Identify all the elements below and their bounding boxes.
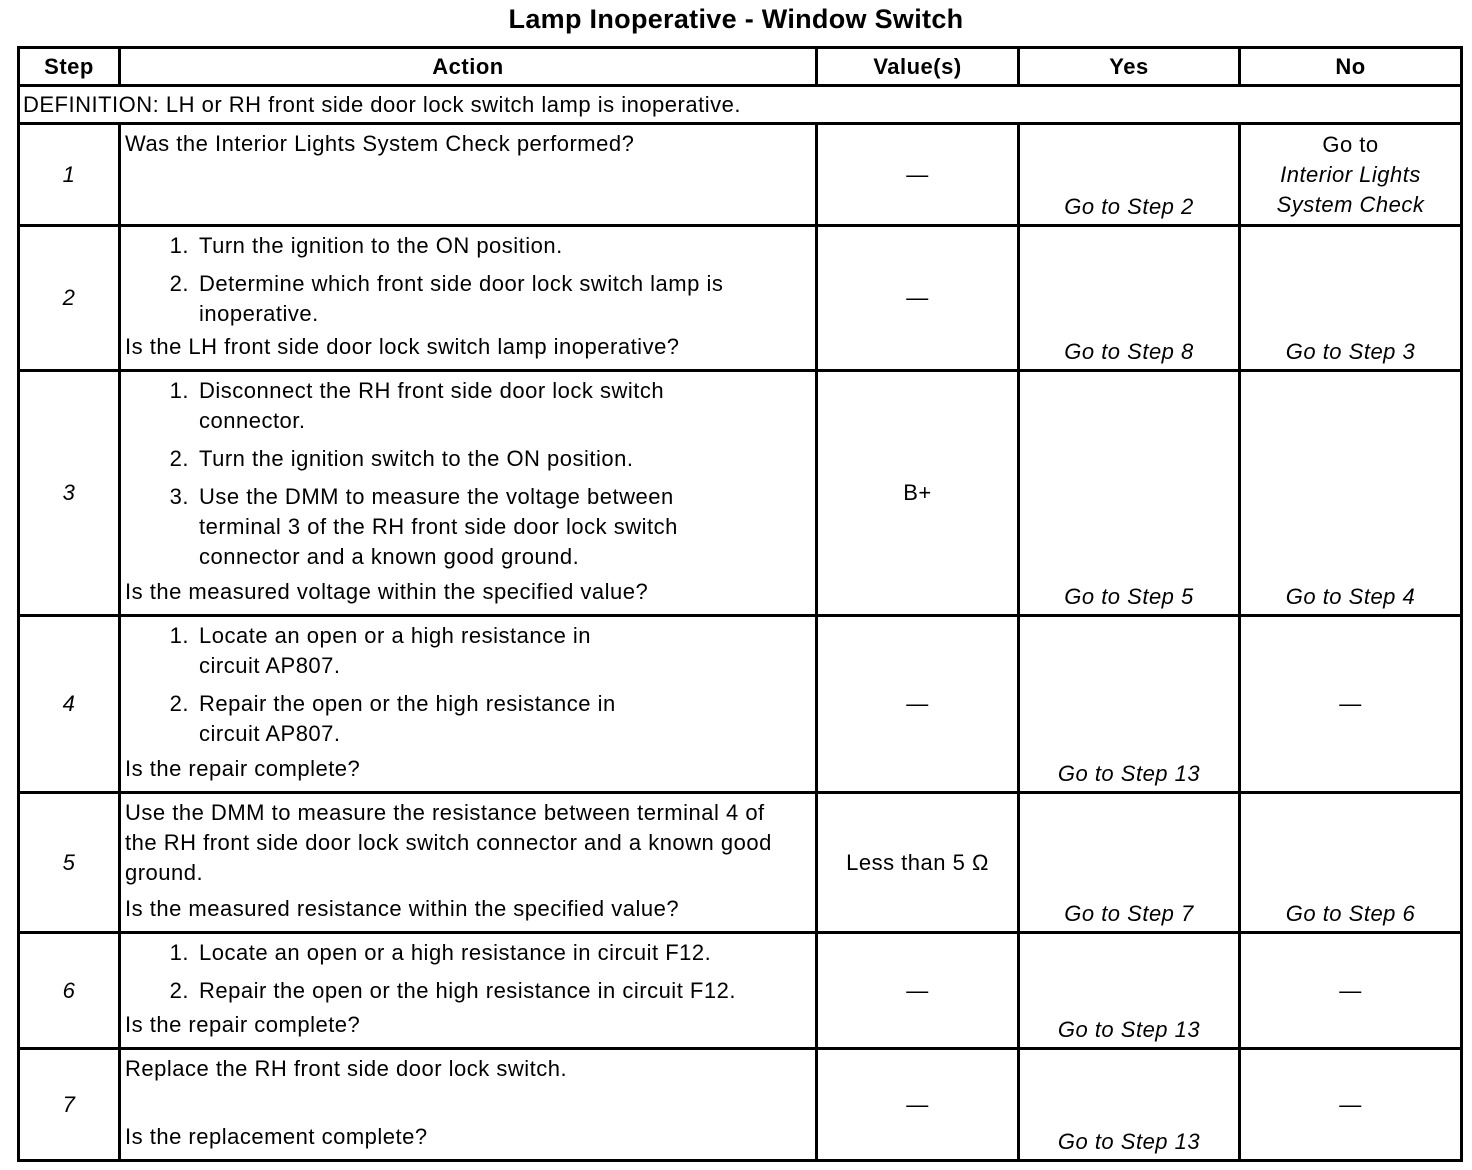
no-cell: — xyxy=(1240,933,1462,1049)
header-values: Value(s) xyxy=(817,48,1019,86)
list-item xyxy=(125,689,801,749)
no-line: System Check xyxy=(1276,191,1425,217)
value-cell: — xyxy=(817,124,1019,226)
substep-number: 2. xyxy=(169,978,189,1003)
yes-cell xyxy=(1019,124,1240,226)
step-number: 1 xyxy=(19,124,120,226)
no-cell xyxy=(1240,226,1462,371)
yes-cell xyxy=(1019,793,1240,933)
substep-number: 1. xyxy=(169,623,189,648)
table-row xyxy=(19,1049,1462,1161)
question-text: Is the replacement complete? xyxy=(125,1124,428,1149)
question-text: Is the repair complete? xyxy=(125,1012,361,1037)
value-cell: — xyxy=(817,226,1019,371)
yes-link[interactable]: Go to Step 13 xyxy=(1057,1017,1201,1042)
table-row xyxy=(19,793,1462,933)
substep-list xyxy=(125,376,801,572)
list-item xyxy=(125,482,801,572)
step-number: 3 xyxy=(19,371,120,616)
yes-link[interactable]: Go to Step 7 xyxy=(1064,901,1194,926)
step-number: 5 xyxy=(19,793,120,933)
header-action: Action xyxy=(120,48,817,86)
action-cell xyxy=(120,793,817,933)
list-item xyxy=(125,938,801,968)
step-number: 2 xyxy=(19,226,120,371)
header-no: No xyxy=(1240,48,1462,86)
substep-number: 2. xyxy=(169,446,189,471)
no-cell xyxy=(1240,793,1462,933)
substep-list xyxy=(125,621,801,749)
no-link[interactable] xyxy=(1241,130,1460,220)
list-item xyxy=(125,444,801,474)
yes-cell xyxy=(1019,1049,1240,1161)
substep-text: Turn the ignition to the ON position. xyxy=(199,233,563,258)
substep-number: 1. xyxy=(169,940,189,965)
yes-cell xyxy=(1019,226,1240,371)
diagnostic-table xyxy=(17,46,1463,1162)
yes-cell xyxy=(1019,371,1240,616)
step-number: 6 xyxy=(19,933,120,1049)
no-link[interactable]: Go to Step 3 xyxy=(1285,339,1416,364)
substep-number: 3. xyxy=(169,484,189,509)
yes-link[interactable]: Go to Step 13 xyxy=(1057,761,1201,786)
list-item xyxy=(125,269,801,329)
question-text: Is the measured resistance within the specified value? xyxy=(125,896,680,921)
no-line: Go to xyxy=(1322,131,1379,157)
action-text: Replace the RH front side door lock switch. xyxy=(125,1056,568,1081)
header-yes: Yes xyxy=(1019,48,1240,86)
action-cell xyxy=(120,616,817,793)
table-row xyxy=(19,124,1462,226)
yes-cell xyxy=(1019,616,1240,793)
no-link[interactable]: Go to Step 6 xyxy=(1285,901,1416,926)
question-text: Is the repair complete? xyxy=(125,756,361,781)
action-cell xyxy=(120,933,817,1049)
action-cell xyxy=(120,124,817,226)
substep-text: Locate an open or a high resistance in circuit AP807. xyxy=(199,623,592,678)
definition-row xyxy=(19,86,1462,124)
yes-link[interactable]: Go to Step 2 xyxy=(1064,194,1194,219)
action-text: Use the DMM to measure the resistance between terminal 4 of the RH front side door lock switch connector and a known good ground. xyxy=(125,800,772,885)
substep-list xyxy=(125,231,801,329)
yes-link[interactable]: Go to Step 13 xyxy=(1057,1129,1201,1154)
list-item xyxy=(125,976,801,1006)
table-row xyxy=(19,371,1462,616)
action-text: Was the Interior Lights System Check performed? xyxy=(125,131,635,156)
step-number: 7 xyxy=(19,1049,120,1161)
table-row xyxy=(19,226,1462,371)
substep-list xyxy=(125,938,801,1006)
list-item xyxy=(125,621,801,681)
action-cell xyxy=(120,226,817,371)
table-row xyxy=(19,616,1462,793)
no-link[interactable]: Go to Step 4 xyxy=(1285,584,1416,609)
page-title: Lamp Inoperative - Window Switch xyxy=(508,4,964,34)
substep-text: Determine which front side door lock switch lamp is inoperative. xyxy=(199,271,724,326)
list-item xyxy=(125,231,801,261)
header-step: Step xyxy=(19,48,120,86)
no-line: Interior Lights xyxy=(1280,161,1421,187)
value-cell: Less than 5 Ω xyxy=(817,793,1019,933)
substep-number: 2. xyxy=(169,691,189,716)
definition-text: DEFINITION: LH or RH front side door lock switch lamp is inoperative. xyxy=(19,86,1462,124)
no-cell xyxy=(1240,124,1462,226)
step-number: 4 xyxy=(19,616,120,793)
no-cell: — xyxy=(1240,1049,1462,1161)
value-cell: — xyxy=(817,1049,1019,1161)
substep-number: 1. xyxy=(169,233,189,258)
substep-text: Disconnect the RH front side door lock switch connector. xyxy=(199,378,665,433)
substep-text: Repair the open or the high resistance in circuit AP807. xyxy=(199,691,616,746)
substep-text: Turn the ignition switch to the ON position. xyxy=(199,446,634,471)
yes-cell xyxy=(1019,933,1240,1049)
substep-text: Repair the open or the high resistance in circuit F12. xyxy=(199,978,736,1003)
substep-number: 2. xyxy=(169,271,189,296)
table-row xyxy=(19,933,1462,1049)
action-cell xyxy=(120,1049,817,1161)
header-row xyxy=(19,48,1462,86)
question-text: Is the measured voltage within the specified value? xyxy=(125,579,649,604)
list-item xyxy=(125,376,801,436)
no-cell xyxy=(1240,371,1462,616)
question-text: Is the LH front side door lock switch lamp inoperative? xyxy=(125,334,680,359)
substep-text: Use the DMM to measure the voltage between terminal 3 of the RH front side door lock switch connector and a known good ground. xyxy=(199,484,678,569)
value-cell: — xyxy=(817,933,1019,1049)
substep-text: Locate an open or a high resistance in circuit F12. xyxy=(199,940,712,965)
no-cell: — xyxy=(1240,616,1462,793)
yes-link[interactable]: Go to Step 8 xyxy=(1064,339,1194,364)
yes-link[interactable]: Go to Step 5 xyxy=(1064,584,1194,609)
substep-number: 1. xyxy=(169,378,189,403)
action-cell xyxy=(120,371,817,616)
value-cell: B+ xyxy=(817,371,1019,616)
value-cell: — xyxy=(817,616,1019,793)
